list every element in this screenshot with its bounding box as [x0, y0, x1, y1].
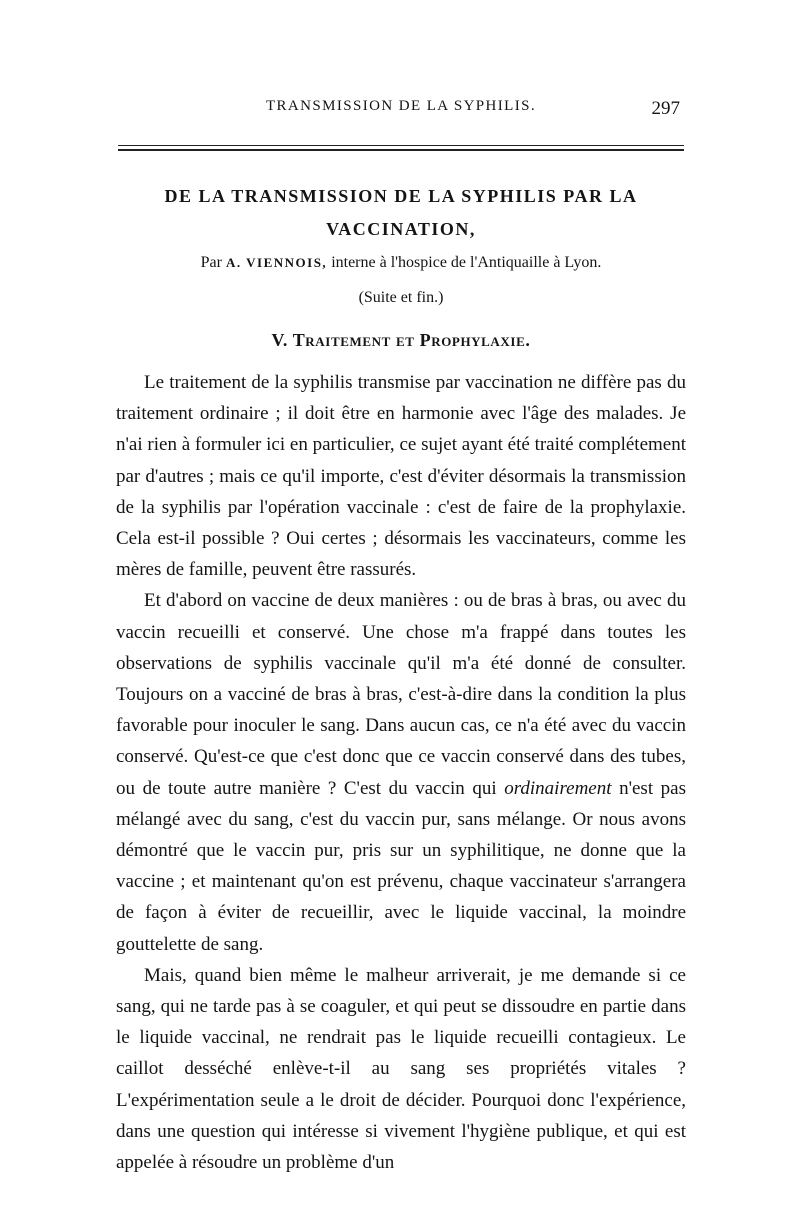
continuation-note: (Suite et fin.) — [358, 289, 444, 306]
running-head — [118, 98, 684, 122]
article-title: DE LA TRANSMISSION DE LA SYPHILIS PAR LA VACCINATION, — [164, 186, 638, 239]
header-rule-thin — [118, 145, 684, 146]
author-affiliation: interne à l'hospice de l'Antiquaille à Lyon. — [331, 254, 602, 271]
body-text — [116, 367, 686, 1178]
paragraph-2-start: Et d'abord on vaccine de deux manières : ou de bras à bras, ou avec du vaccin recueilli et conservé. Une chose m'a frappé dans toutes les observations de syphilis vaccinale qu'il m'a été donné de consulter. Toujours on a vacciné de bras à bras, c'est-à-dire dans la condition la plus favorable pour inoculer le sang. Dans aucun cas, ce n'a été avec du vaccin conservé. Qu'est-ce que c'est donc que ce vaccin conservé dans des tubes, ou de toute autre manière ? C'est du vaccin qui — [116, 590, 686, 799]
paragraph-3: Mais, quand bien même le malheur arriverait, je me demande si ce sang, qui ne tarde pas à se coaguler, et qui peut se dissoudre en partie dans le liquide vaccinal, ne rendrait pas le liquide recueilli contagieux. Le caillot desséché enlève-t-il au sang ses propriétés vitales ? L'expérimentation seule a le droit de décider. Pourquoi donc l'expérience, dans une question qui intéresse si vivement l'hygiène publique, et qui est appelée à résoudre un problème d'un — [116, 964, 686, 1174]
author-name: A. VIENNOIS, — [225, 255, 328, 270]
byline-prefix: Par — [200, 254, 222, 271]
header-rule-thick — [118, 149, 684, 151]
section-heading: V. Traitement et Prophylaxie. — [271, 330, 531, 350]
paragraph-2 — [116, 585, 686, 959]
paragraph-2-italic: ordinairement — [504, 777, 612, 799]
paragraph-1: Le traitement de la syphilis transmise par vaccination ne diffère pas du traitement ordinaire ; il doit être en harmonie avec l'âge des malades. Je n'ai rien à formuler ici en particulier, ce sujet ayant été traité complétement par d'autres ; mais ce qu'il importe, c'est d'éviter désormais la transmission de la syphilis par l'opération vaccinale : c'est de faire de la prophylaxie. Cela est-il possible ? Oui certes ; désormais les vaccinateurs, comme les mères de famille, peuvent être rassurés. — [116, 372, 686, 581]
running-title: TRANSMISSION DE LA SYPHILIS. — [265, 98, 537, 114]
page-number: 297 — [651, 98, 680, 119]
byline — [118, 254, 684, 272]
paragraph-2-end: n'est pas mélangé avec du sang, c'est du vaccin pur, sans mélange. Or nous avons démontré que le vaccin pur, pris sur un syphilitique, ne donne que la vaccine ; et maintenant qu'on est prévenu, chaque vaccinateur s'arrangera de façon à éviter de recueillir, avec le liquide vaccinal, la moindre gouttelette de sang. — [116, 777, 686, 955]
